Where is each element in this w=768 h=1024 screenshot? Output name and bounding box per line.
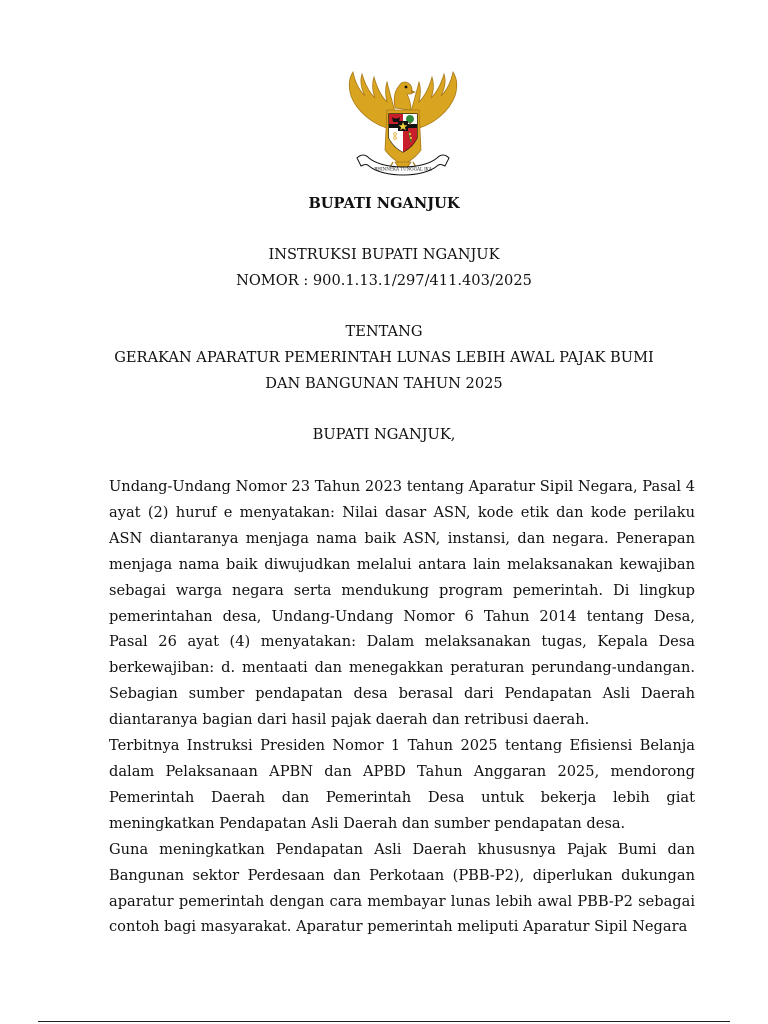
body-paragraph: Terbitnya Instruksi Presiden Nomor 1 Tahun 2025 tentang Efisiensi Belanja dalam Pelaksanaan APBN dan APBD Tahun Anggaran 2025, mendorong Pemerintah Daerah dan Pemerintah Desa untuk bekerja lebih giat meningkatkan Pendapatan Asli Daerah dan sumber pendapatan desa.: [109, 737, 695, 832]
page-footer-rule: [38, 1021, 730, 1022]
about-label: TENTANG: [345, 323, 423, 340]
subject-line-1: GERAKAN APARATUR PEMERINTAH LUNAS LEBIH AWAL PAJAK BUMI: [114, 349, 654, 366]
garuda-pancasila-emblem-icon: [343, 66, 463, 188]
issuer-title: BUPATI NGANJUK: [308, 195, 460, 212]
emblem-motto: BHINNEKA TUNGGAL IKA: [374, 166, 432, 172]
subject-line-2: DAN BANGUNAN TAHUN 2025: [265, 375, 503, 392]
issuer-heading: BUPATI NGANJUK,: [312, 426, 456, 443]
body-paragraph: Undang-Undang Nomor 23 Tahun 2023 tentang Aparatur Sipil Negara, Pasal 4 ayat (2) huruf e menyatakan: Nilai dasar ASN, kode etik dan kode perilaku ASN diantaranya menjaga nama baik ASN, instansi, dan negara. Penerapan menjaga nama baik diwujudkan melalui antara lain melaksanakan kewajiban sebagai warga negara serta mendukung program pemerintah. Di lingkup pemerintahan desa, Undang-Undang Nomor 6 Tahun 2014 tentang Desa, Pasal 26 ayat (4) menyatakan: Dalam melaksanakan tugas, Kepala Desa berkewajiban: d. mentaati dan menegakkan peraturan perundang-undangan. Sebagian sumber pendapatan desa berasal dari Pendapatan Asli Daerah diantaranya bagian dari hasil pajak daerah dan retribusi daerah.: [109, 478, 695, 729]
document-type: INSTRUKSI BUPATI NGANJUK: [268, 246, 500, 263]
document-number: NOMOR : 900.1.13.1/297/411.403/2025: [236, 272, 532, 289]
body-paragraph: Guna meningkatkan Pendapatan Asli Daerah khususnya Pajak Bumi dan Bangunan sektor Perdesaan dan Perkotaan (PBB-P2), diperlukan dukungan aparatur pemerintah dengan cara membayar lunas lebih awal PBB-P2 sebagai contoh bagi masyarakat. Aparatur pemerintah meliputi Aparatur Sipil Negara: [109, 840, 695, 936]
document-body: [109, 474, 695, 940]
